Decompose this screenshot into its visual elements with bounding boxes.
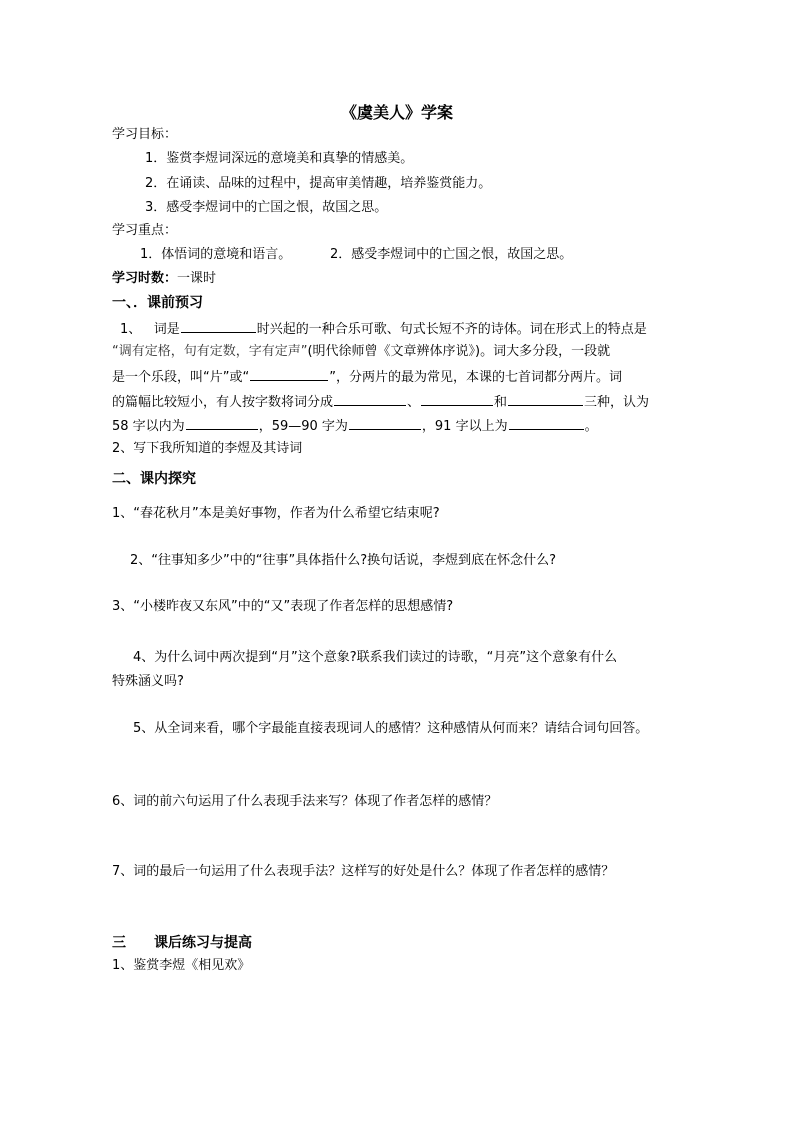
fill-blank[interactable] [181, 319, 256, 333]
key-points-label: 学习重点： [112, 223, 178, 238]
study-hours-label: 学习时数： [112, 271, 178, 286]
fill-blank[interactable] [349, 416, 421, 430]
preview-q1-line4: 的篇幅比较短小，有人按字数将词分成 、 和 三种，认为 [112, 392, 649, 412]
preview-q1-line5: 58 字以内为 ，59—90 字为 ，91 字以上为 。 [112, 416, 598, 436]
objective-item: 3．感受李煜词中的亡国之恨，故国之思。 [145, 200, 388, 215]
preview-heading: 一、．课前预习 [112, 295, 203, 311]
after-class-heading: 三 课后练习与提高 [112, 935, 252, 951]
inquiry-question: 1、“春花秋月”本是美好事物，作者为什么希望它结束呢? [112, 506, 440, 521]
inquiry-question: 7、词的最后一句运用了什么表现手法？这样写的好处是什么？体现了作者怎样的感情？ [112, 864, 615, 879]
preview-q1-line1: 1、 词是 时兴起的一种合乐可歌、句式长短不齐的诗体。词在形式上的特点是 [120, 319, 647, 339]
objective-item: 2．在诵读、品味的过程中，提高审美情趣，培养鉴赏能力。 [145, 176, 492, 191]
fill-blank[interactable] [509, 416, 584, 430]
fill-blank[interactable] [250, 367, 328, 381]
inquiry-question: 4、为什么词中两次提到“月”这个意象?联系我们读过的诗歌，“月亮”这个意象有什么 [133, 650, 618, 665]
inquiry-question: 2、“往事知多少”中的“往事”具体指什么?换句话说，李煜到底在怀念什么? [130, 553, 557, 568]
preview-q1-line2: “调有定格，句有定数，字有定声”(明代徐师曾《文章辨体序说》)。词大多分段，一段就 [112, 344, 611, 359]
fill-blank[interactable] [334, 392, 406, 406]
fill-blank[interactable] [508, 392, 583, 406]
key-point-item: 2．感受李煜词中的亡国之恨，故国之思。 [330, 247, 573, 262]
page-title: 《虞美人》学案 [340, 103, 453, 122]
fill-blank[interactable] [186, 416, 258, 430]
after-class-question: 1、鉴赏李煜《相见欢》 [112, 958, 251, 973]
study-hours [112, 270, 216, 288]
preview-q2: 2、写下我所知道的李煜及其诗词 [112, 441, 303, 456]
inquiry-question: 3、“小楼昨夜又东风”中的“又”表现了作者怎样的思想感情? [112, 599, 454, 614]
preview-q1-line3: 是一个乐段，叫“片”或“ ”，分两片的最为常见，本课的七首词都分两片。词 [112, 367, 622, 387]
key-point-item: 1．体悟词的意境和语言。 [140, 247, 292, 262]
fill-blank[interactable] [421, 392, 493, 406]
objectives-label: 学习目标： [112, 127, 178, 142]
inquiry-heading: 二、课内探究 [112, 471, 196, 487]
study-hours-value: 一课时 [177, 271, 217, 286]
objective-item: 1．鉴赏李煜词深远的意境美和真挚的情感美。 [145, 151, 414, 166]
inquiry-question: 6、词的前六句运用了什么表现手法来写？体现了作者怎样的感情？ [112, 794, 498, 809]
inquiry-question: 5、从全词来看，哪个字最能直接表现词人的感情？这种感情从何而来？请结合词句回答。 [133, 721, 649, 736]
inquiry-question-cont: 特殊涵义吗? [112, 674, 184, 689]
